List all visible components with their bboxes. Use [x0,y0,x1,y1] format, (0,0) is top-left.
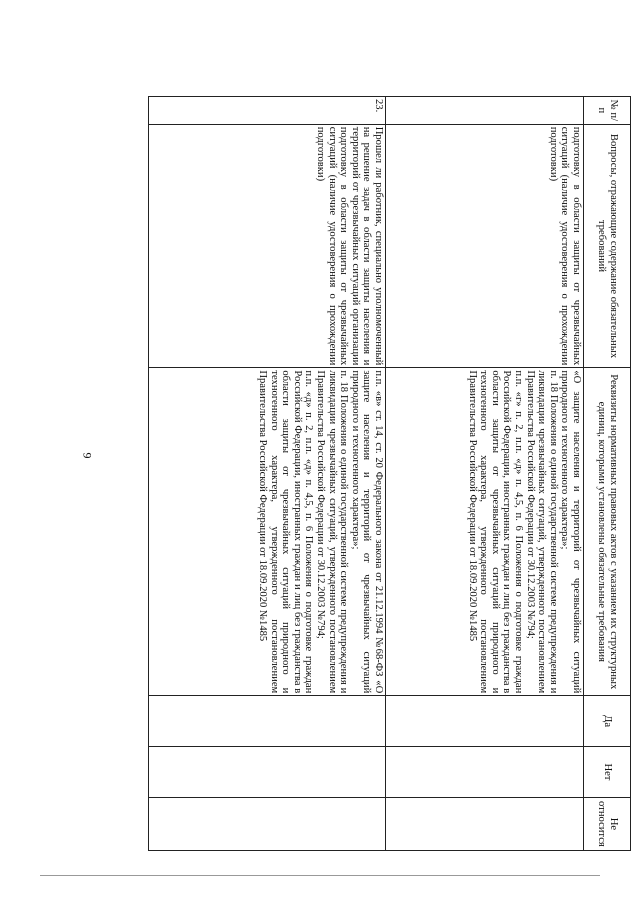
rotated-page-content [44,74,639,849]
answer-not-applicable-cell[interactable] [149,797,386,850]
header-question: Вопросы, отражающие содержание обязательных требований [584,124,631,368]
requirements-checklist-table [148,96,631,851]
answer-not-applicable-cell[interactable] [386,797,584,850]
header-num: № п/п [584,97,631,125]
answer-no-cell[interactable] [149,747,386,798]
row-num-cell [386,97,584,125]
answer-yes-cell[interactable] [386,696,584,747]
requisite-item: «О защите населения и территорий от чрезвычайных ситуаций природного и техногенного характера»; [559,370,582,694]
question-cell: подготовку в области защиты от чрезвычайных ситуаций (наличие удостоверения о прохождении подготовки) [386,124,584,368]
answer-no-cell[interactable] [386,747,584,798]
header-no: Нет [584,747,631,798]
answer-yes-cell[interactable] [149,696,386,747]
question-cell: Прошел ли работник, специально уполномоченный на решение задач в области защиты населения и территорий от чрезвычайных ситуаций организации подготовку в области защиты от чрезвычайных ситуаций (наличие удостоверения о прохождении подготовки) [149,124,386,368]
requisites-cell [149,368,386,696]
page-number: 9 [80,452,95,459]
requisite-item: п. 18 Положения о единой государственной системе предупреждения и ликвидации чрезвычайных ситуаций, утвержденного постановлением Правительства Российской Федерации от 30.12.2003 №794; [315,370,350,694]
header-requisites: Реквизиты нормативных правовых актов с указанием их структурных единиц, которыми установлены обязательные требования [584,368,631,696]
requisite-item: п.п. «г» п. 2, п.п. «д» п. 4,5, п. 6 Положения о подготовке граждан Российской Федерации, иностранных граждан и лиц без гражданства в области защиты от чрезвычайных ситуаций природного и техногенного характера, утвержденного постановлением Правительства Российской Федерации от 18.09.2020 №1485 [466,370,525,694]
header-yes: Да [584,696,631,747]
requisite-item: п. 18 Положения о единой государственной системе предупреждения и ликвидации чрезвычайных ситуаций, утвержденного постановлением Правительства Российской Федерации от 30.12.2003 №794; [524,370,559,694]
row-num-cell: 23. [149,97,386,125]
table-header-row [584,97,631,851]
requisite-item: п.п. «в» ст. 14, ст. 20 Федерального закона от 21.12.1994 №68-ФЗ «О защите населения и территорий от чрезвычайных ситуаций природного и техногенного характера»; [349,370,384,694]
header-not-applicable: Не относится [584,797,631,850]
table-row [149,97,386,851]
table-row [386,97,584,851]
requisite-item: п.п. «д» п. 2, п.п. «д» п. 4,5, п. 6 Положения о подготовке граждан Российской Федерации, иностранных граждан и лиц без гражданства в области защиты от чрезвычайных ситуаций природного и техногенного характера, утвержденного постановлением Правительства Российской Федерации от 18.09.2020 №1485 [257,370,315,694]
page-bottom-rule [40,875,600,876]
requisites-cell [386,368,584,696]
